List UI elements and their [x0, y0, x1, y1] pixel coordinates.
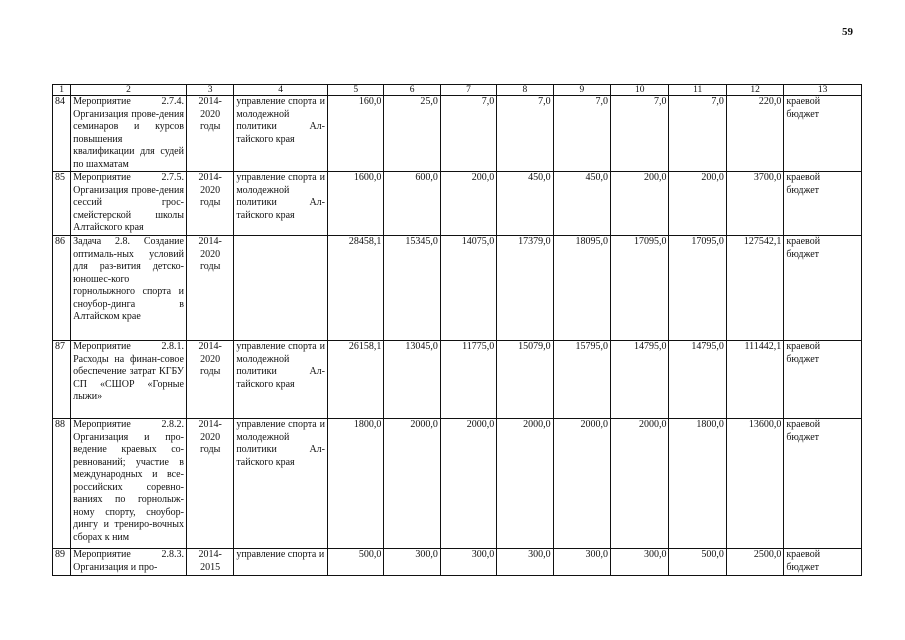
row-number: 87 [53, 341, 71, 419]
amount-2019: 7,0 [611, 96, 669, 172]
amount-total: 127542,1 [726, 236, 783, 341]
amount-2018: 2000,0 [553, 419, 610, 549]
amount-total: 13600,0 [726, 419, 783, 549]
executor-cell: управление спорта и молодежной политики Ал-тайского края [234, 419, 328, 549]
amount-2015: 2000,0 [384, 419, 440, 549]
amount-2018: 15795,0 [553, 341, 610, 419]
amount-2020: 200,0 [669, 172, 726, 236]
row-number: 85 [53, 172, 71, 236]
header-cell: 1 [53, 85, 71, 96]
funding-source-cell [784, 172, 862, 236]
amount-2020: 7,0 [669, 96, 726, 172]
funding-source: краевой бюджет [786, 96, 821, 120]
executor-cell [234, 236, 328, 341]
period-cell [186, 236, 233, 341]
header-cell: 12 [726, 85, 783, 96]
amount-2017: 300,0 [497, 549, 553, 576]
funding-source-cell [784, 96, 862, 172]
header-cell: 4 [234, 85, 328, 96]
header-cell: 7 [440, 85, 496, 96]
amount-2016: 11775,0 [440, 341, 496, 419]
amount-2019: 14795,0 [611, 341, 669, 419]
period-years: 2014- 2020 годы [198, 419, 222, 455]
period-cell [186, 96, 233, 172]
amount-2014: 28458,1 [328, 236, 384, 341]
funding-source: краевой бюджет [786, 236, 821, 260]
amount-2015: 15345,0 [384, 236, 440, 341]
period-years: 2014- 2020 годы [198, 236, 222, 272]
amount-2018: 7,0 [553, 96, 610, 172]
period-years: 2014- 2015 [198, 549, 222, 573]
executor-cell: управление спорта и молодежной политики Ал-тайского края [234, 172, 328, 236]
amount-total: 3700,0 [726, 172, 783, 236]
amount-2018: 450,0 [553, 172, 610, 236]
amount-2016: 300,0 [440, 549, 496, 576]
funding-source-cell [784, 419, 862, 549]
period-years: 2014- 2020 годы [198, 341, 222, 377]
header-cell: 10 [611, 85, 669, 96]
amount-2015: 600,0 [384, 172, 440, 236]
table-row [53, 549, 862, 576]
amount-2020: 14795,0 [669, 341, 726, 419]
amount-2016: 7,0 [440, 96, 496, 172]
header-cell: 9 [553, 85, 610, 96]
row-number: 88 [53, 419, 71, 549]
header-cell: 2 [71, 85, 187, 96]
row-number: 84 [53, 96, 71, 172]
amount-2014: 1600,0 [328, 172, 384, 236]
amount-2014: 1800,0 [328, 419, 384, 549]
header-cell: 13 [784, 85, 862, 96]
executor-cell: управление спорта и [234, 549, 328, 576]
header-cell: 8 [497, 85, 553, 96]
amount-2019: 17095,0 [611, 236, 669, 341]
page-number: 59 [842, 26, 853, 38]
table-row [53, 341, 862, 419]
amount-2015: 13045,0 [384, 341, 440, 419]
amount-2016: 2000,0 [440, 419, 496, 549]
amount-2019: 300,0 [611, 549, 669, 576]
amount-2019: 2000,0 [611, 419, 669, 549]
budget-table [52, 84, 862, 576]
measure-name: Мероприятие 2.8.1. Расходы на финан-совое обеспечение затрат КГБУ СП «СШОР «Горные лыжи» [71, 341, 187, 419]
period-years: 2014- 2020 годы [198, 172, 222, 208]
amount-2017: 7,0 [497, 96, 553, 172]
amount-2014: 500,0 [328, 549, 384, 576]
amount-2017: 17379,0 [497, 236, 553, 341]
table-row [53, 172, 862, 236]
amount-total: 2500,0 [726, 549, 783, 576]
funding-source: краевой бюджет [786, 419, 821, 443]
table-row [53, 419, 862, 549]
funding-source-cell [784, 549, 862, 576]
executor-cell: управление спорта и молодежной политики Ал-тайского края [234, 341, 328, 419]
amount-2016: 14075,0 [440, 236, 496, 341]
funding-source: краевой бюджет [786, 341, 821, 365]
measure-name: Мероприятие 2.7.4. Организация прове-дения семинаров и курсов повышения квалификации для судей по шахматам [71, 96, 187, 172]
amount-2017: 450,0 [497, 172, 553, 236]
amount-2017: 2000,0 [497, 419, 553, 549]
header-cell: 6 [384, 85, 440, 96]
amount-2017: 15079,0 [497, 341, 553, 419]
funding-source: краевой бюджет [786, 549, 821, 573]
task-name: Задача 2.8. Создание оптималь-ных условий для раз-вития детско-юношес-кого горнолыжного спорта и сноубор-динга в Алтайском крае [71, 236, 187, 341]
table-row [53, 96, 862, 172]
amount-2014: 26158,1 [328, 341, 384, 419]
amount-2018: 300,0 [553, 549, 610, 576]
amount-2015: 300,0 [384, 549, 440, 576]
amount-2020: 500,0 [669, 549, 726, 576]
executor-cell: управление спорта и молодежной политики Ал-тайского края [234, 96, 328, 172]
period-cell [186, 419, 233, 549]
amount-2015: 25,0 [384, 96, 440, 172]
measure-name: Мероприятие 2.8.2. Организация и про-ведение краевых со-ревнований; участие в международных и все-российских соревно-ваниях по горнолыж-ному спорту, сноубор-дингу и трениро-вочных сборах к ним [71, 419, 187, 549]
period-cell [186, 172, 233, 236]
amount-2020: 17095,0 [669, 236, 726, 341]
header-cell: 3 [186, 85, 233, 96]
row-number: 89 [53, 549, 71, 576]
header-cell: 11 [669, 85, 726, 96]
funding-source: краевой бюджет [786, 172, 821, 196]
measure-name: Мероприятие 2.8.3. Организация и про- [71, 549, 187, 576]
table-row [53, 236, 862, 341]
funding-source-cell [784, 236, 862, 341]
header-row [53, 85, 862, 96]
header-cell: 5 [328, 85, 384, 96]
period-years: 2014- 2020 годы [198, 96, 222, 132]
amount-2020: 1800,0 [669, 419, 726, 549]
period-cell [186, 549, 233, 576]
period-cell [186, 341, 233, 419]
amount-total: 111442,1 [726, 341, 783, 419]
measure-name: Мероприятие 2.7.5. Организация прове-дения сессий грос-смейстерской школы Алтайского края [71, 172, 187, 236]
amount-2014: 160,0 [328, 96, 384, 172]
amount-2019: 200,0 [611, 172, 669, 236]
amount-total: 220,0 [726, 96, 783, 172]
row-number: 86 [53, 236, 71, 341]
funding-source-cell [784, 341, 862, 419]
amount-2018: 18095,0 [553, 236, 610, 341]
amount-2016: 200,0 [440, 172, 496, 236]
